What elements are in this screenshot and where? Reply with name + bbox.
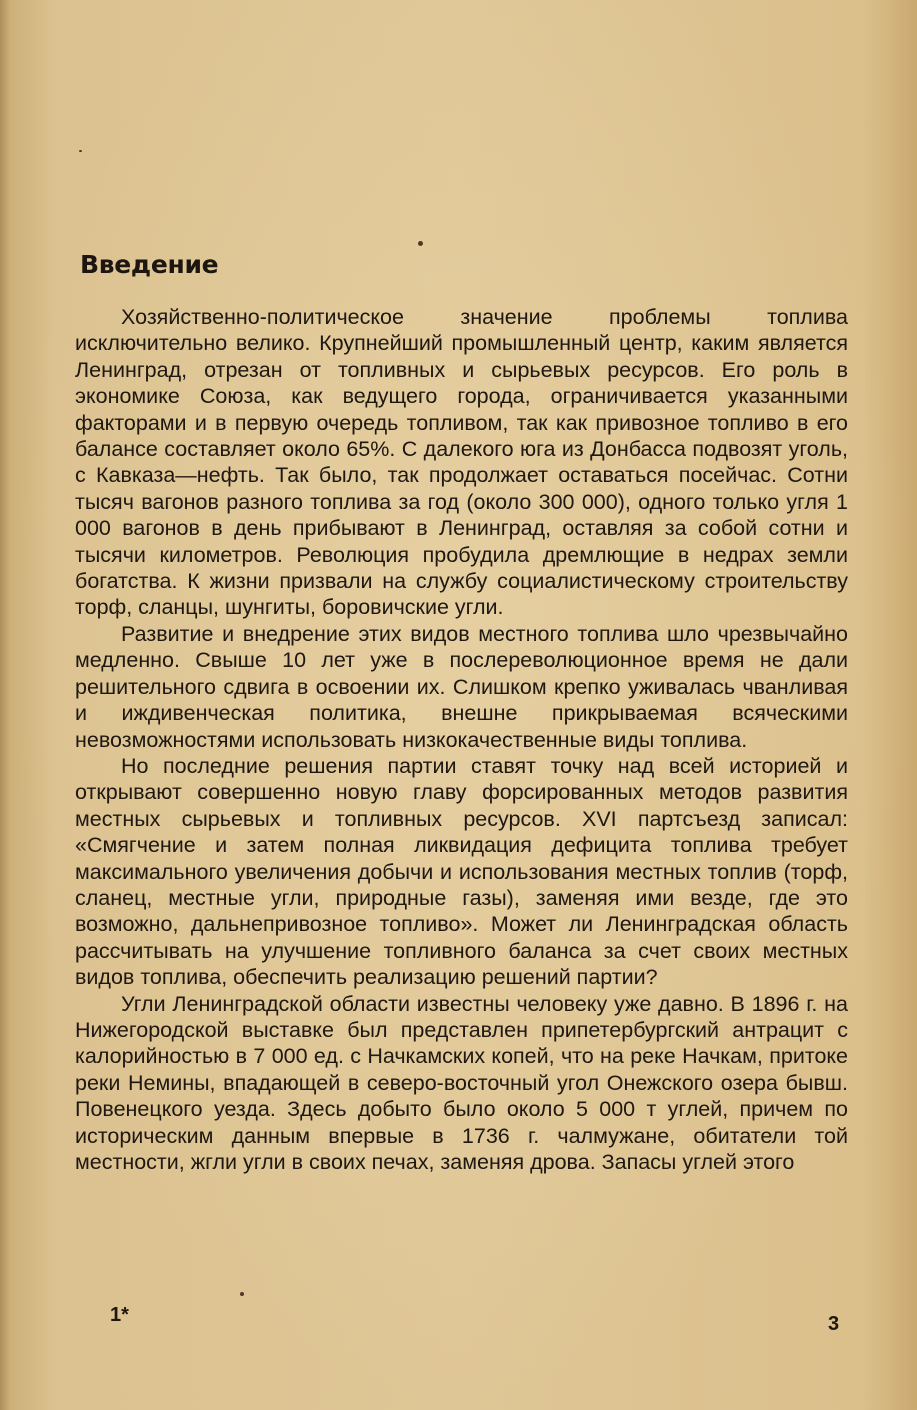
ink-speck — [240, 1292, 244, 1296]
ink-speck — [418, 241, 423, 246]
paragraph: Но последние решения партии ставят точку над всей историей и открывают совершенно новую главу форсированных методов развития местных сырьевых и топливных ресурсов. XVI партсъезд записал: «Смягчение и затем полная ликвидация дефицита топлива требует максимального увеличения добычи и использования местных топлив (торф, сланец, местные угли, природные газы), заменяя ими везде, где это возможно, дальнепривозное топливо». Может ли Ленинградская область рассчитывать на улучшение топливного баланса за счет своих местных видов топлива, обеспечить реализацию решений партии? — [75, 753, 848, 990]
page-edge-shadow — [0, 0, 10, 1410]
body-text — [75, 304, 848, 1175]
chapter-heading: Введение — [80, 250, 219, 279]
ink-speck — [79, 150, 82, 152]
paragraph: Развитие и внедрение этих видов местного топлива шло чрезвычайно медленно. Свыше 10 лет уже в послереволюционное время не дали решительного сдвига в освоении их. Слишком крепко уживалась чванливая и иждивенческая политика, внешне прикрываемая всяческими невозможностями использовать низкокачественные виды топлива. — [75, 621, 848, 752]
signature-mark: 1* — [110, 1304, 129, 1326]
page-number: 3 — [828, 1313, 840, 1335]
paragraph: Хозяйственно-политическое значение проблемы топлива исключительно велико. Крупнейший промышленный центр, каким является Ленинград, отрезан от топливных и сырьевых ресурсов. Его роль в экономике Союза, как ведущего города, ограничивается указанными факторами и в первую очередь топливом, так как привозное топливо в его балансе составляет около 65%. С далекого юга из Донбасса подвозят уголь, с Кавказа—нефть. Так было, так продолжает оставаться посейчас. Сотни тысяч вагонов разного топлива за год (около 300 000), одного только угля 1 000 вагонов в день прибывают в Ленинград, оставляя за собой сотни и тысячи километров. Революция пробудила дремлющие в недрах земли богатства. К жизни призвали на службу социалистическому строительству торф, сланцы, шунгиты, боровичские угли. — [75, 305, 848, 620]
paragraph: Угли Ленинградской области известны человеку уже давно. В 1896 г. на Нижегородской выставке был представлен припетербургский антрацит с калорийностью в 7 000 ед. с Начкамских копей, что на реке Начкам, притоке реки Немины, впадающей в северо-восточный угол Онежского озера бывш. Повенецкого уезда. Здесь добыто было около 5 000 т углей, причем по историческим данным впервые в 1736 г. чалмужане, обитатели той местности, жгли угли в своих печах, заменяя дрова. Запасы углей этого — [75, 991, 848, 1174]
